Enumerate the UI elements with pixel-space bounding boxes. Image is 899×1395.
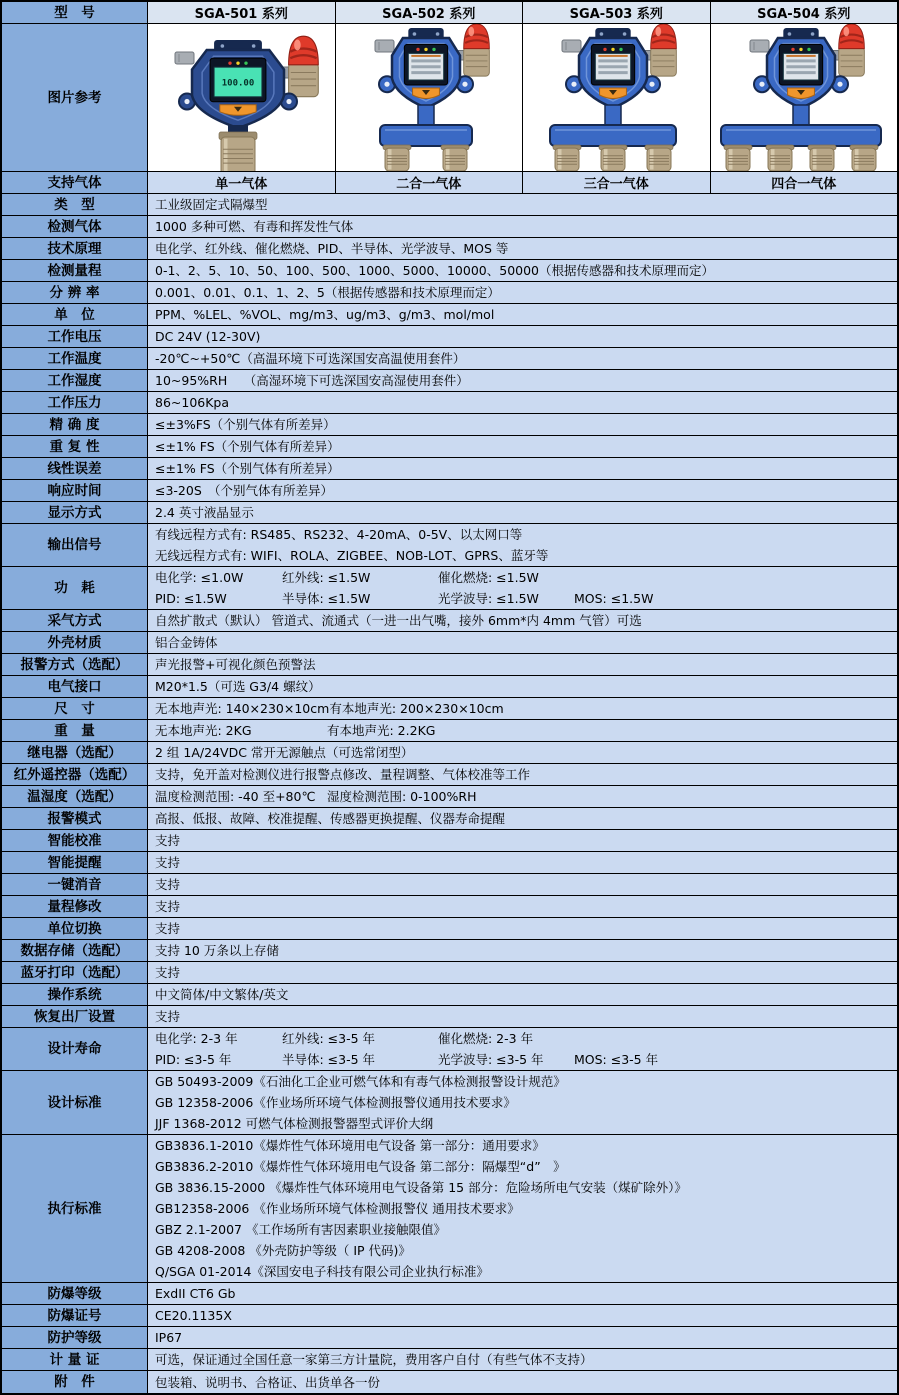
row-value bbox=[148, 567, 897, 609]
row-value-segment: 湿度检测范围: 0-100%RH bbox=[327, 789, 477, 804]
table-row bbox=[2, 326, 897, 348]
table-row bbox=[2, 238, 897, 260]
table-row bbox=[2, 962, 897, 984]
row-value bbox=[148, 304, 897, 325]
row-value-line: ≤±1% FS（个别气体有所差异） bbox=[155, 461, 340, 476]
row-value bbox=[148, 1283, 897, 1304]
row-value-line: 可选，保证通过全国任意一家第三方计量院，费用客户自付（有些气体不支持） bbox=[155, 1352, 593, 1367]
row-label: 输出信号 bbox=[2, 524, 148, 566]
row-value-line: 0.001、0.01、0.1、1、2、5（根据传感器和技术原理而定） bbox=[155, 285, 500, 300]
row-value-segment: 催化燃烧: 2-3 年 bbox=[438, 1031, 534, 1046]
row-value bbox=[148, 348, 897, 369]
row-value-line bbox=[155, 567, 897, 588]
spec-rows-container bbox=[2, 194, 897, 1393]
row-label: 工作电压 bbox=[2, 326, 148, 347]
row-value-line bbox=[155, 588, 897, 609]
row-value-line bbox=[155, 698, 897, 719]
row-label: 采气方式 bbox=[2, 610, 148, 631]
row-value bbox=[148, 1071, 897, 1134]
row-value bbox=[148, 1135, 897, 1282]
row-label: 附 件 bbox=[2, 1371, 148, 1393]
row-value-line: ExdII CT6 Gb bbox=[155, 1286, 236, 1301]
model-name-sga-502: SGA-502 系列 bbox=[336, 2, 524, 23]
table-row bbox=[2, 676, 897, 698]
row-value-line: M20*1.5（可选 G3/4 螺纹） bbox=[155, 679, 321, 694]
row-value bbox=[148, 480, 897, 501]
row-value bbox=[148, 502, 897, 523]
row-value-line: CE20.1135X bbox=[155, 1308, 232, 1323]
row-value bbox=[148, 1028, 897, 1070]
row-label: 工作压力 bbox=[2, 392, 148, 413]
row-value bbox=[148, 1327, 897, 1348]
row-value-line: 支持 bbox=[155, 877, 181, 892]
table-row bbox=[2, 808, 897, 830]
row-value bbox=[148, 984, 897, 1005]
row-label: 类 型 bbox=[2, 194, 148, 215]
row-value bbox=[148, 632, 897, 653]
row-value bbox=[148, 1006, 897, 1027]
row-value-line: GB3836.2-2010《爆炸性气体环境用电气设备 第二部分：隔爆型“d” 》 bbox=[155, 1159, 566, 1174]
row-value-line: 支持 bbox=[155, 855, 181, 870]
row-label: 单 位 bbox=[2, 304, 148, 325]
row-label: 智能提醒 bbox=[2, 852, 148, 873]
row-value-line: 支持 bbox=[155, 921, 181, 936]
table-row bbox=[2, 458, 897, 480]
row-value-segment: 光学波导: ≤1.5W bbox=[438, 591, 539, 606]
table-row bbox=[2, 852, 897, 874]
row-value bbox=[148, 282, 897, 303]
supported-gas-4in1: 四合一气体 bbox=[711, 172, 898, 193]
table-row bbox=[2, 742, 897, 764]
model-name-sga-504: SGA-504 系列 bbox=[711, 2, 898, 23]
row-value-line: 2.4 英寸液晶显示 bbox=[155, 505, 254, 520]
row-value-line: Q/SGA 01-2014《深国安电子科技有限公司企业执行标准》 bbox=[155, 1264, 489, 1279]
row-value-segment: 有本地声光: 2.2KG bbox=[327, 723, 436, 738]
table-row bbox=[2, 304, 897, 326]
row-value-line: GB12358-2006 《作业场所环境气体检测报警仪 通用技术要求》 bbox=[155, 1201, 520, 1216]
table-row bbox=[2, 1349, 897, 1371]
row-value-segment: 红外线: ≤1.5W bbox=[282, 570, 371, 585]
row-value-line: GB3836.1-2010《爆炸性气体环境用电气设备 第一部分：通用要求》 bbox=[155, 1138, 545, 1153]
row-value-segment: 有本地声光: 200×230×10cm bbox=[329, 701, 504, 716]
row-value-segment: 电化学: 2-3 年 bbox=[155, 1031, 238, 1046]
row-value bbox=[148, 326, 897, 347]
row-value-segment: 光学波导: ≤3-5 年 bbox=[438, 1052, 544, 1067]
row-label: 功 耗 bbox=[2, 567, 148, 609]
row-label: 电气接口 bbox=[2, 676, 148, 697]
row-label: 量程修改 bbox=[2, 896, 148, 917]
row-label-image: 图片参考 bbox=[2, 24, 148, 171]
row-value bbox=[148, 896, 897, 917]
supported-gas-3in1: 三合一气体 bbox=[523, 172, 711, 193]
row-value-segment: PID: ≤1.5W bbox=[155, 591, 227, 606]
row-value-line: 0-1、2、5、10、50、100、500、1000、5000、10000、50000（根据传感器和技术原理而定） bbox=[155, 263, 715, 278]
row-value-line: -20℃~+50℃（高温环境下可选深国安高温使用套件） bbox=[155, 351, 466, 366]
table-row bbox=[2, 260, 897, 282]
table-row bbox=[2, 567, 897, 610]
row-value bbox=[148, 676, 897, 697]
row-value-line: 支持 bbox=[155, 1009, 181, 1024]
table-row bbox=[2, 654, 897, 676]
row-label: 防护等级 bbox=[2, 1327, 148, 1348]
row-value-segment: MOS: ≤1.5W bbox=[574, 591, 654, 606]
table-row bbox=[2, 348, 897, 370]
row-label: 精 确 度 bbox=[2, 414, 148, 435]
row-value-line: 中文简体/中文繁体/英文 bbox=[155, 987, 289, 1002]
row-value bbox=[148, 216, 897, 237]
row-value bbox=[148, 940, 897, 961]
row-value-line: 支持 bbox=[155, 833, 181, 848]
row-value bbox=[148, 874, 897, 895]
row-value-line: ≤±1% FS（个别气体有所差异） bbox=[155, 439, 340, 454]
row-value bbox=[148, 194, 897, 215]
row-value-line: 高报、低报、故障、校准提醒、传感器更换提醒、仪器寿命提醒 bbox=[155, 811, 506, 826]
row-label: 报警模式 bbox=[2, 808, 148, 829]
row-value bbox=[148, 1349, 897, 1370]
table-row bbox=[2, 874, 897, 896]
row-value-line bbox=[155, 1049, 897, 1070]
row-value bbox=[148, 852, 897, 873]
table-row bbox=[2, 632, 897, 654]
row-label: 温湿度（选配） bbox=[2, 786, 148, 807]
row-value-line bbox=[155, 786, 897, 807]
image-reference-row bbox=[2, 24, 897, 172]
row-value-line: GBZ 2.1-2007 《工作场所有害因素职业接触限值》 bbox=[155, 1222, 446, 1237]
table-row bbox=[2, 1327, 897, 1349]
product-image-sga-501 bbox=[148, 24, 336, 171]
row-value bbox=[148, 458, 897, 479]
table-row bbox=[2, 524, 897, 567]
row-value bbox=[148, 260, 897, 281]
table-row bbox=[2, 194, 897, 216]
row-value-segment: 温度检测范围: -40 至+80℃ bbox=[155, 789, 316, 804]
row-value-segment: 红外线: ≤3-5 年 bbox=[282, 1031, 376, 1046]
row-value-segment: 半导体: ≤1.5W bbox=[282, 591, 371, 606]
row-value-line: 铝合金铸体 bbox=[155, 635, 218, 650]
table-row bbox=[2, 610, 897, 632]
row-label: 设计标准 bbox=[2, 1071, 148, 1134]
row-value-line: 支持，免开盖对检测仪进行报警点修改、量程调整、气体校准等工作 bbox=[155, 767, 531, 782]
row-value bbox=[148, 962, 897, 983]
row-value bbox=[148, 370, 897, 391]
row-value-line: DC 24V (12-30V) bbox=[155, 329, 261, 344]
row-value-line: 包装箱、说明书、合格证、出货单各一份 bbox=[155, 1374, 381, 1390]
row-label: 报警方式（选配） bbox=[2, 654, 148, 675]
row-label: 执行标准 bbox=[2, 1135, 148, 1282]
row-value bbox=[148, 392, 897, 413]
row-label: 技术原理 bbox=[2, 238, 148, 259]
row-value-segment: 催化燃烧: ≤1.5W bbox=[438, 570, 539, 585]
row-label-gas: 支持气体 bbox=[2, 172, 148, 193]
table-row bbox=[2, 392, 897, 414]
row-value-line: ≤3-20S （个别气体有所差异） bbox=[155, 483, 334, 498]
supported-gas-single: 单一气体 bbox=[148, 172, 336, 193]
table-row bbox=[2, 282, 897, 304]
row-value-line: 声光报警+可视化颜色预警法 bbox=[155, 657, 316, 672]
table-row bbox=[2, 984, 897, 1006]
row-label: 防爆等级 bbox=[2, 1283, 148, 1304]
table-row bbox=[2, 1028, 897, 1071]
row-value-line: 2 组 1A/24VDC 常开无源触点（可选常闭型） bbox=[155, 745, 414, 760]
table-row bbox=[2, 502, 897, 524]
row-value bbox=[148, 808, 897, 829]
row-value-segment: 无本地声光: 2KG bbox=[155, 723, 252, 738]
row-value bbox=[148, 786, 897, 807]
table-row bbox=[2, 1283, 897, 1305]
product-image-sga-503 bbox=[523, 24, 711, 171]
row-label: 防爆证号 bbox=[2, 1305, 148, 1326]
table-row bbox=[2, 1006, 897, 1028]
row-label: 检测量程 bbox=[2, 260, 148, 281]
row-value-line: PPM、%LEL、%VOL、mg/m3、ug/m3、g/m3、mol/mol bbox=[155, 307, 495, 322]
row-label: 响应时间 bbox=[2, 480, 148, 501]
supported-gas-2in1: 二合一气体 bbox=[336, 172, 524, 193]
table-row bbox=[2, 830, 897, 852]
row-value-line: 86~106Kpa bbox=[155, 395, 230, 410]
row-value bbox=[148, 918, 897, 939]
row-value-line: GB 12358-2006《作业场所环境气体检测报警仪通用技术要求》 bbox=[155, 1095, 516, 1110]
row-value bbox=[148, 414, 897, 435]
row-label: 数据存储（选配） bbox=[2, 940, 148, 961]
table-row bbox=[2, 1071, 897, 1135]
row-value bbox=[148, 764, 897, 785]
row-value-line: 有线远程方式有: RS485、RS232、4-20mA、0-5V、以太网口等 bbox=[155, 527, 523, 542]
row-label: 一键消音 bbox=[2, 874, 148, 895]
row-label: 计 量 证 bbox=[2, 1349, 148, 1370]
row-value bbox=[148, 524, 897, 566]
row-value-line: IP67 bbox=[155, 1330, 183, 1345]
row-value-line: GB 50493-2009《石油化工企业可燃气体和有毒气体检测报警设计规范》 bbox=[155, 1074, 566, 1089]
row-value-line: 支持 bbox=[155, 899, 181, 914]
row-value-line: 10~95%RH （高湿环境下可选深国安高湿使用套件） bbox=[155, 373, 469, 388]
table-row bbox=[2, 896, 897, 918]
table-row bbox=[2, 698, 897, 720]
row-value-line: 支持 10 万条以上存储 bbox=[155, 943, 279, 958]
row-value-segment: MOS: ≤3-5 年 bbox=[574, 1052, 659, 1067]
row-value bbox=[148, 1371, 897, 1393]
row-value-line: 无线远程方式有: WIFI、ROLA、ZIGBEE、NOB-LOT、GPRS、蓝牙等 bbox=[155, 548, 549, 563]
row-label: 线性误差 bbox=[2, 458, 148, 479]
table-row bbox=[2, 720, 897, 742]
row-label: 检测气体 bbox=[2, 216, 148, 237]
row-value-line bbox=[155, 720, 897, 741]
row-value bbox=[148, 654, 897, 675]
row-value bbox=[148, 238, 897, 259]
table-row bbox=[2, 918, 897, 940]
row-value-segment: 电化学: ≤1.0W bbox=[155, 570, 244, 585]
row-value-line: GB 4208-2008 《外壳防护等级（ IP 代码)》 bbox=[155, 1243, 411, 1258]
row-value-segment: 半导体: ≤3-5 年 bbox=[282, 1052, 376, 1067]
row-label: 设计寿命 bbox=[2, 1028, 148, 1070]
table-row bbox=[2, 216, 897, 238]
row-value-line: 支持 bbox=[155, 965, 181, 980]
row-value bbox=[148, 698, 897, 719]
row-value bbox=[148, 742, 897, 763]
row-value bbox=[148, 720, 897, 741]
row-label: 操作系统 bbox=[2, 984, 148, 1005]
table-row bbox=[2, 764, 897, 786]
model-name-sga-501: SGA-501 系列 bbox=[148, 2, 336, 23]
row-label: 显示方式 bbox=[2, 502, 148, 523]
row-value-line: 电化学、红外线、催化燃烧、PID、半导体、光学波导、MOS 等 bbox=[155, 241, 509, 256]
row-value-line: GB 3836.15-2000 《爆炸性气体环境用电气设备第 15 部分：危险场所电气安装（煤矿除外）》 bbox=[155, 1180, 687, 1195]
model-name-sga-503: SGA-503 系列 bbox=[523, 2, 711, 23]
table-row bbox=[2, 1135, 897, 1283]
row-label: 红外遥控器（选配） bbox=[2, 764, 148, 785]
row-label: 外壳材质 bbox=[2, 632, 148, 653]
table-row bbox=[2, 370, 897, 392]
table-row bbox=[2, 1305, 897, 1327]
svg-text:100.00: 100.00 bbox=[221, 78, 255, 89]
row-value-segment: 无本地声光: 140×230×10cm bbox=[155, 701, 330, 716]
row-label-model: 型 号 bbox=[2, 2, 148, 23]
row-value-line bbox=[155, 1028, 897, 1049]
row-value-line: JJF 1368-2012 可燃气体检测报警器型式评价大纲 bbox=[155, 1116, 434, 1131]
row-label: 分 辨 率 bbox=[2, 282, 148, 303]
row-label: 恢复出厂设置 bbox=[2, 1006, 148, 1027]
row-label: 尺 寸 bbox=[2, 698, 148, 719]
row-label: 单位切换 bbox=[2, 918, 148, 939]
table-row bbox=[2, 940, 897, 962]
supported-gas-row bbox=[2, 172, 897, 194]
row-value-line: ≤±3%FS（个别气体有所差异） bbox=[155, 417, 336, 432]
row-label: 重 复 性 bbox=[2, 436, 148, 457]
row-label: 工作湿度 bbox=[2, 370, 148, 391]
row-value bbox=[148, 610, 897, 631]
row-label: 继电器（选配） bbox=[2, 742, 148, 763]
row-label: 智能校准 bbox=[2, 830, 148, 851]
product-image-sga-504 bbox=[711, 24, 898, 171]
table-row bbox=[2, 436, 897, 458]
row-value bbox=[148, 830, 897, 851]
table-row bbox=[2, 414, 897, 436]
row-value-line: 1000 多种可燃、有毒和挥发性气体 bbox=[155, 219, 354, 234]
table-row bbox=[2, 1371, 897, 1393]
table-row bbox=[2, 480, 897, 502]
model-header-row bbox=[2, 2, 897, 24]
product-image-sga-502 bbox=[336, 24, 524, 171]
row-value-segment: PID: ≤3-5 年 bbox=[155, 1052, 232, 1067]
table-row bbox=[2, 786, 897, 808]
row-value-line: 工业级固定式隔爆型 bbox=[155, 197, 268, 212]
row-label: 重 量 bbox=[2, 720, 148, 741]
row-label: 蓝牙打印（选配） bbox=[2, 962, 148, 983]
row-value bbox=[148, 1305, 897, 1326]
row-label: 工作温度 bbox=[2, 348, 148, 369]
row-value-line: 自然扩散式（默认） 管道式、流通式（一进一出气嘴，接外 6mm*内 4mm 气管）可选 bbox=[155, 613, 642, 628]
row-value bbox=[148, 436, 897, 457]
